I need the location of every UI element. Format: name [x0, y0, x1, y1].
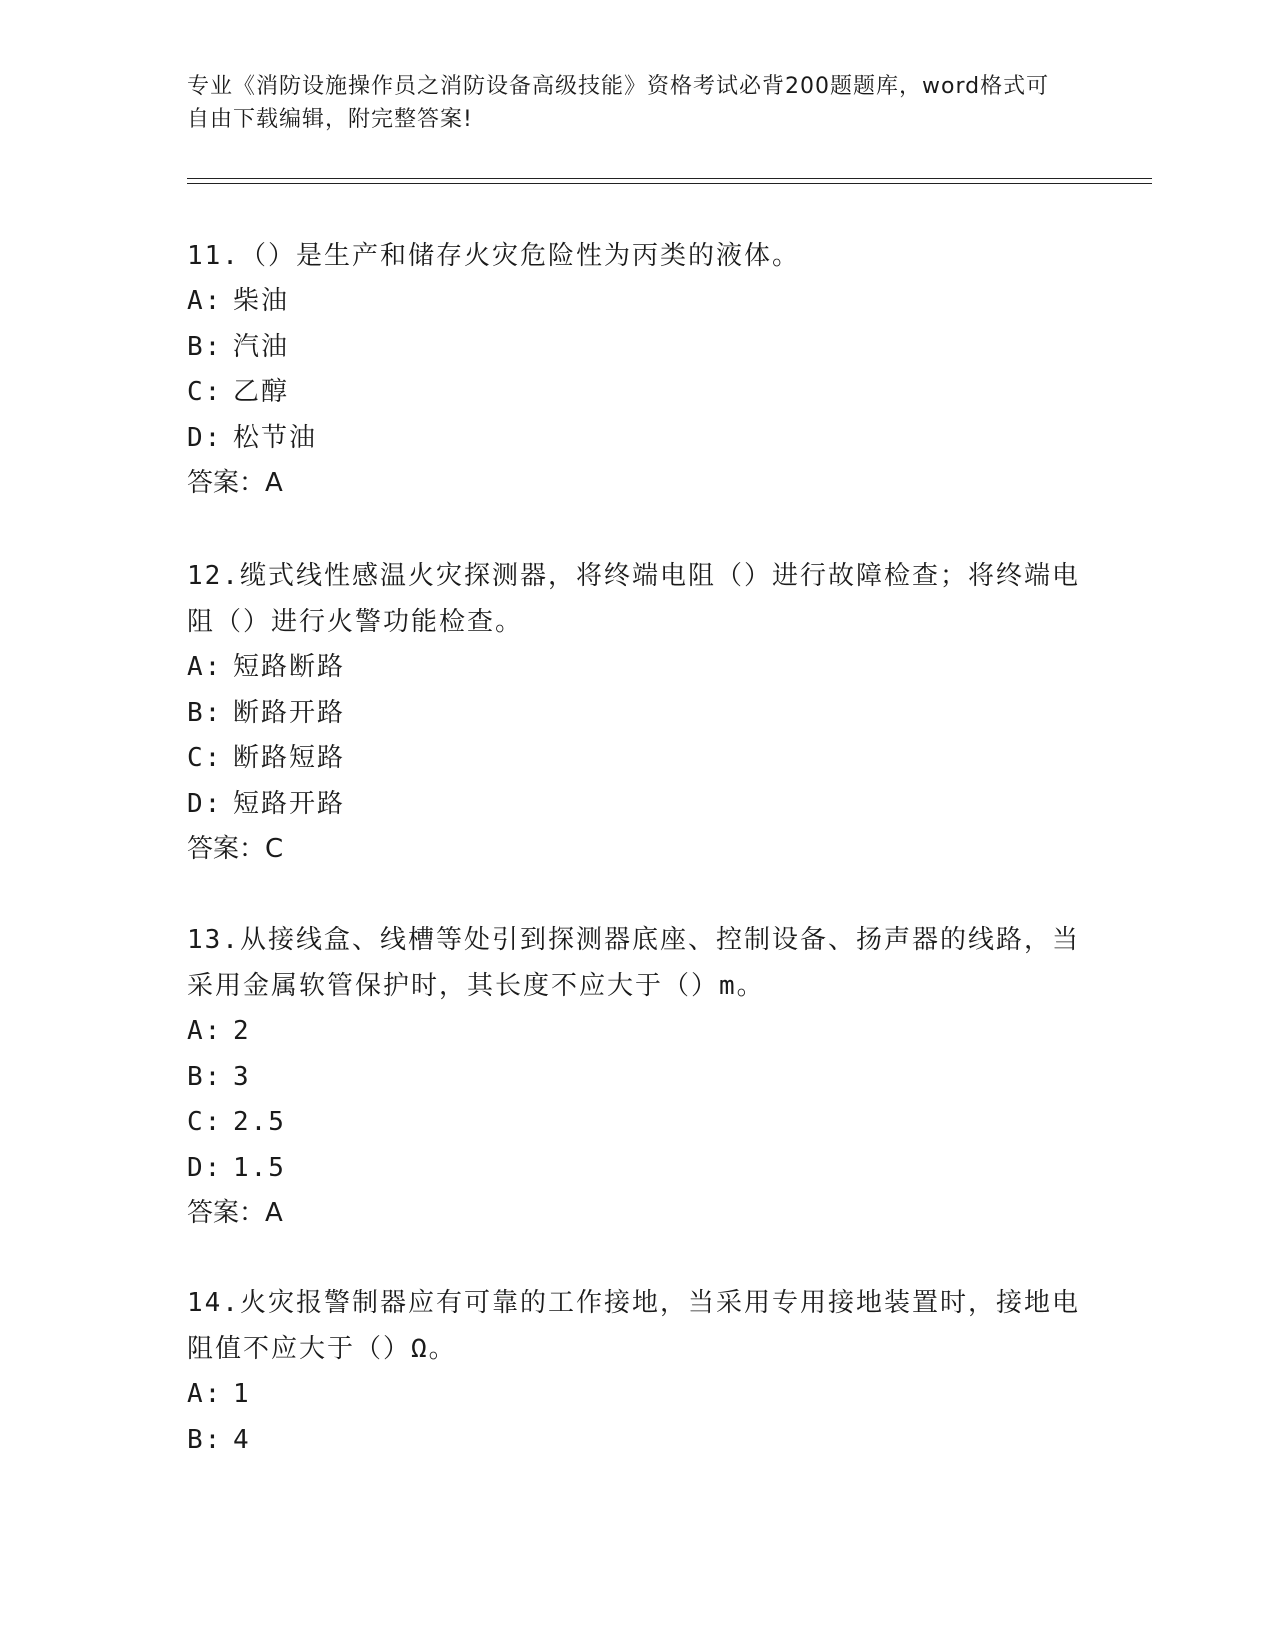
document-intro: 专业《消防设施操作员之消防设备高级技能》资格考试必背200题题库，word格式可自由下载编辑，附完整答案! [187, 74, 1050, 132]
answer-line: 答案：A [187, 468, 283, 498]
option-c: C: 乙醇 [187, 377, 290, 407]
question-text: 12.缆式线性感温火灾探测器，将终端电阻（）进行故障检查；将终端电阻（）进行火警功能检查。 [187, 561, 1080, 637]
option-a: A: 1 [187, 1379, 251, 1409]
question-block [187, 1280, 1087, 1463]
question-block [187, 553, 1087, 872]
option-c: C: 2.5 [187, 1107, 286, 1137]
question-block [187, 233, 1087, 506]
answer-line: 答案：C [187, 834, 284, 864]
option-b: B: 断路开路 [187, 697, 346, 728]
header-divider-bottom [187, 183, 1152, 184]
option-d: D: 短路开路 [187, 788, 346, 819]
header-divider-top [187, 178, 1152, 179]
option-d: D: 松节油 [187, 422, 318, 453]
option-b: B: 4 [187, 1424, 251, 1455]
question-text: 13.从接线盒、线槽等处引到探测器底座、控制设备、扬声器的线路，当采用金属软管保护时，其长度不应大于（）m。 [187, 925, 1080, 1001]
option-d: D: 1.5 [187, 1152, 286, 1183]
option-c: C: 断路短路 [187, 743, 346, 773]
option-b: B: 3 [187, 1061, 251, 1092]
option-a: A: 2 [187, 1016, 251, 1046]
answer-line: 答案：A [187, 1198, 283, 1228]
question-text: 11.（）是生产和储存火灾危险性为丙类的液体。 [187, 241, 800, 271]
option-b: B: 汽油 [187, 331, 290, 362]
question-text: 14.火灾报警制器应有可靠的工作接地，当采用专用接地装置时，接地电阻值不应大于（）Ω。 [187, 1288, 1080, 1364]
question-block [187, 917, 1087, 1236]
option-a: A: 短路断路 [187, 652, 346, 682]
option-a: A: 柴油 [187, 286, 290, 316]
